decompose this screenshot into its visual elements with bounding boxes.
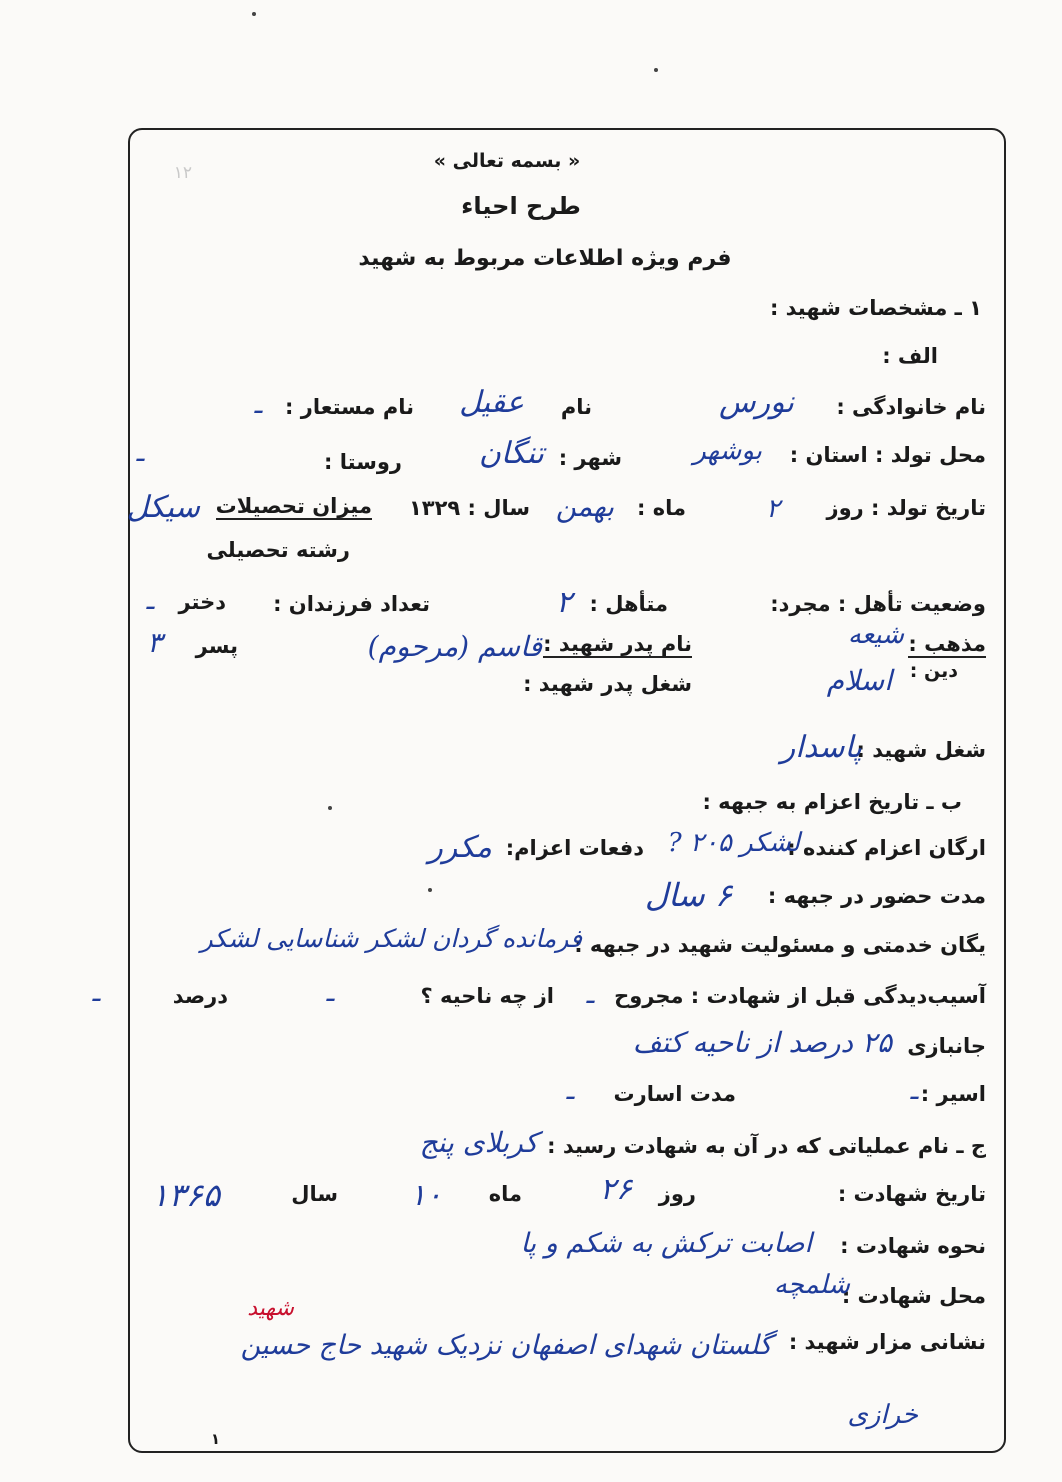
dispatch-org-value: لشکر ۲۰۵ ? bbox=[667, 828, 800, 858]
alias-value: ـ bbox=[254, 390, 262, 420]
manner-label: نحوه شهادت : bbox=[840, 1234, 986, 1258]
operation-value: کربلای پنج bbox=[419, 1126, 538, 1159]
place-value: شلمچه bbox=[773, 1270, 850, 1300]
daughter-label: دختر bbox=[178, 590, 226, 614]
place-label: محل شهادت : bbox=[841, 1284, 986, 1308]
children-count-label: تعداد فرزندان : bbox=[273, 592, 430, 616]
father-job-label: شغل پدر شهید : bbox=[523, 672, 692, 696]
percent-label: درصد bbox=[172, 984, 228, 1008]
front-duration-label: مدت حضور در جبهه : bbox=[767, 884, 986, 908]
martyr-job-value: پاسدار bbox=[780, 730, 862, 765]
plan-title: طرح احیاء bbox=[461, 192, 581, 220]
bismillah: « بسمه تعالی » bbox=[433, 150, 581, 172]
birth-year: سال : ۱۳۲۹ bbox=[408, 496, 530, 520]
province-value: بوشهر bbox=[693, 436, 762, 466]
grave-continued: خرازی bbox=[847, 1400, 918, 1430]
martyr-year-value: ۱۳۶۵ bbox=[151, 1176, 220, 1214]
form-title: فرم ویژه اطلاعات مربوط به شهید bbox=[358, 246, 732, 271]
family-name-label: نام خانوادگی : bbox=[836, 395, 986, 419]
father-name-label: نام پدر شهید : bbox=[543, 632, 692, 656]
alias-label: نام مستعار : bbox=[285, 395, 414, 419]
dispatch-count-value: مکرر bbox=[428, 830, 492, 865]
village-label: روستا : bbox=[324, 450, 402, 474]
section-title: ۱ ـ مشخصات شهید : bbox=[769, 296, 982, 320]
faith-value: اسلام bbox=[826, 664, 892, 697]
marital-status-label: وضعیت تأهل : مجرد: bbox=[770, 592, 986, 616]
dispatch-count-label: دفعات اعزام: bbox=[505, 836, 644, 860]
birth-month-label: ماه : bbox=[637, 496, 686, 520]
married-value: ۲ bbox=[555, 585, 572, 620]
first-name-label: نام bbox=[560, 395, 592, 419]
unit-label: یگان خدمتی و مسئولیت شهید در جبهه : bbox=[574, 933, 986, 957]
scan-speck bbox=[328, 806, 332, 810]
family-name-value: نورس bbox=[719, 385, 794, 420]
birth-month-value: بهمن bbox=[555, 490, 614, 523]
injury-area-label: از چه ناحیه ؟ bbox=[420, 984, 554, 1008]
injury-area-value: ـ bbox=[326, 978, 334, 1008]
city-value: تنگان bbox=[478, 436, 544, 471]
scan-speck bbox=[654, 68, 658, 72]
captivity-value: ـ bbox=[566, 1076, 574, 1106]
dispatch-org-label: ارگان اعزام کننده : bbox=[787, 836, 986, 860]
sons-value: ۳ bbox=[146, 626, 162, 659]
martyr-job-label: شغل شهید : bbox=[856, 738, 986, 762]
village-value: ـ bbox=[136, 438, 144, 468]
martyr-year-label: سال bbox=[291, 1182, 338, 1206]
scan-speck bbox=[428, 888, 432, 892]
first-name-value: عقیل bbox=[459, 385, 524, 420]
martyr-day-value: ۲۶ bbox=[599, 1172, 632, 1207]
father-name-value: قاسم (مرحوم) bbox=[367, 630, 542, 663]
veteran-label: جانبازی bbox=[907, 1034, 986, 1058]
page-number: ۱ bbox=[210, 1430, 220, 1448]
religion-label: مذهب : bbox=[908, 632, 986, 656]
martyrdom-date-label: تاریخ شهادت : bbox=[837, 1182, 986, 1206]
birthplace-label: محل تولد : استان : bbox=[789, 443, 986, 467]
grave-insert-correction: شهید bbox=[247, 1296, 294, 1321]
married-label: متأهل : bbox=[589, 592, 668, 616]
part-c-heading: ج ـ نام عملیاتی که در آن به شهادت رسید : bbox=[547, 1134, 986, 1158]
part-b-heading: ب ـ تاریخ اعزام به جبهه : bbox=[702, 790, 962, 814]
daughters-value: ـ bbox=[146, 586, 154, 616]
grave-value: گلستان شهدای اصفهان نزدیک شهید حاج حسین bbox=[240, 1330, 772, 1361]
veteran-value: ۲۵ درصد از ناحیه کتف bbox=[632, 1026, 892, 1059]
bleed-through-mark: ۱۲ bbox=[173, 163, 192, 183]
religion-value: شیعه bbox=[847, 620, 904, 650]
captive-label: اسیر : bbox=[920, 1082, 986, 1106]
education-value: سیکل bbox=[126, 490, 200, 525]
unit-value: فرمانده گردان لشکر شناسایی لشکر bbox=[200, 924, 582, 953]
percent-value: ـ bbox=[92, 978, 100, 1008]
birthdate-label: تاریخ تولد : روز bbox=[826, 496, 986, 520]
part-a-heading: الف : bbox=[882, 344, 938, 368]
education-label: میزان تحصیلات bbox=[215, 494, 372, 518]
injury-label: آسیب‌دیدگی قبل از شهادت : مجروح bbox=[614, 984, 986, 1008]
martyr-day-label: روز bbox=[658, 1182, 696, 1206]
front-duration-value: ۶ سال bbox=[644, 876, 732, 914]
injury-dash: ـ bbox=[586, 980, 594, 1010]
martyr-month-value: ۱۰ bbox=[409, 1178, 442, 1213]
faith-label: دین : bbox=[909, 660, 958, 682]
city-label: شهر : bbox=[558, 446, 622, 470]
captivity-label: مدت اسارت bbox=[613, 1082, 736, 1106]
birth-day-value: ۲ bbox=[766, 494, 780, 524]
scan-speck bbox=[252, 12, 256, 16]
son-label: پسر bbox=[195, 634, 238, 658]
martyr-month-label: ماه bbox=[488, 1182, 522, 1206]
captive-value: ـ bbox=[910, 1076, 918, 1106]
grave-label: نشانی مزار شهید : bbox=[788, 1330, 986, 1354]
field-of-study-label: رشته تحصیلی bbox=[206, 538, 350, 562]
manner-value: اصابت ترکش به شکم و پا bbox=[520, 1228, 812, 1259]
